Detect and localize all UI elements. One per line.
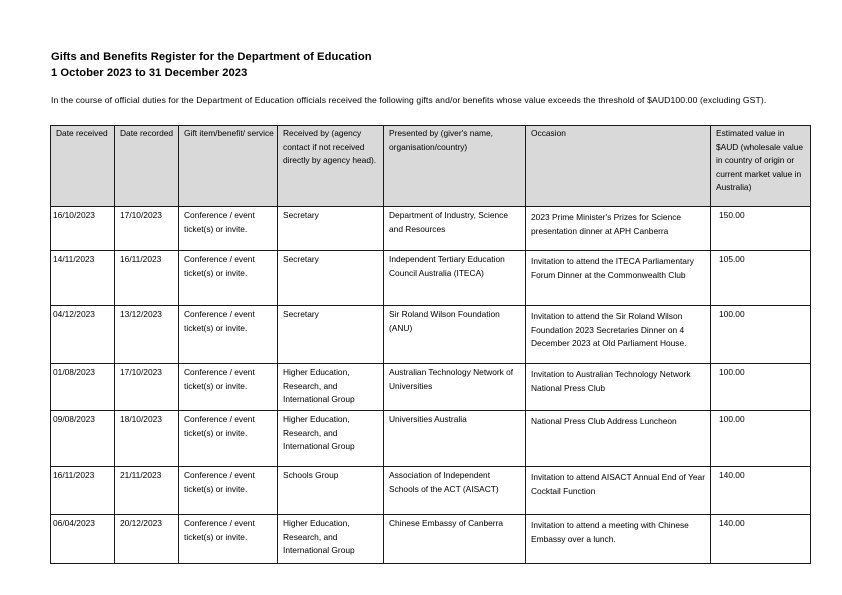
- cell-date-recorded: 17/10/2023: [115, 207, 179, 251]
- cell-received-by: Secretary: [278, 306, 384, 364]
- cell-value: 100.00: [711, 306, 811, 364]
- cell-value: 150.00: [711, 207, 811, 251]
- document-title: [51, 49, 372, 81]
- table-row: [51, 515, 811, 564]
- cell-gift: Conference / event ticket(s) or invite.: [179, 364, 278, 411]
- cell-presented-by: Australian Technology Network of Universities: [384, 364, 526, 411]
- header-gift-item: Gift item/benefit/ service: [179, 126, 278, 207]
- cell-date-received: 16/11/2023: [51, 467, 115, 515]
- cell-presented-by: Association of Independent Schools of the ACT (AISACT): [384, 467, 526, 515]
- cell-presented-by: Sir Roland Wilson Foundation (ANU): [384, 306, 526, 364]
- cell-gift: Conference / event ticket(s) or invite.: [179, 251, 278, 306]
- cell-date-received: 01/08/2023: [51, 364, 115, 411]
- cell-occasion: 2023 Prime Minister's Prizes for Science presentation dinner at APH Canberra: [526, 207, 711, 251]
- table-header-row: [51, 126, 811, 207]
- cell-presented-by: Universities Australia: [384, 411, 526, 467]
- cell-presented-by: Department of Industry, Science and Resources: [384, 207, 526, 251]
- header-date-recorded: Date recorded: [115, 126, 179, 207]
- cell-presented-by: Chinese Embassy of Canberra: [384, 515, 526, 564]
- cell-gift: Conference / event ticket(s) or invite.: [179, 207, 278, 251]
- cell-value: 105.00: [711, 251, 811, 306]
- header-received-by: Received by (agency contact if not received directly by agency head).: [278, 126, 384, 207]
- cell-occasion: Invitation to attend the Sir Roland Wilson Foundation 2023 Secretaries Dinner on 4 December 2023 at Old Parliament House.: [526, 306, 711, 364]
- cell-occasion: Invitation to attend a meeting with Chinese Embassy over a lunch.: [526, 515, 711, 564]
- cell-date-recorded: 13/12/2023: [115, 306, 179, 364]
- table-row: [51, 411, 811, 467]
- cell-occasion: Invitation to Australian Technology Network National Press Club: [526, 364, 711, 411]
- header-estimated-value: Estimated value in $AUD (wholesale value in country of origin or current market value in Australia): [711, 126, 811, 207]
- cell-received-by: Higher Education, Research, and International Group: [278, 411, 384, 467]
- table-row: [51, 251, 811, 306]
- cell-received-by: Schools Group: [278, 467, 384, 515]
- cell-value: 100.00: [711, 364, 811, 411]
- cell-received-by: Secretary: [278, 251, 384, 306]
- cell-date-recorded: 18/10/2023: [115, 411, 179, 467]
- cell-date-received: 16/10/2023: [51, 207, 115, 251]
- cell-value: 140.00: [711, 467, 811, 515]
- cell-received-by: Higher Education, Research, and International Group: [278, 364, 384, 411]
- title-line-register: Gifts and Benefits Register for the Department of Education: [51, 51, 372, 63]
- cell-gift: Conference / event ticket(s) or invite.: [179, 515, 278, 564]
- cell-date-recorded: 16/11/2023: [115, 251, 179, 306]
- cell-presented-by: Independent Tertiary Education Council Australia (ITECA): [384, 251, 526, 306]
- cell-received-by: Secretary: [278, 207, 384, 251]
- header-occasion: Occasion: [526, 126, 711, 207]
- cell-occasion: Invitation to attend the ITECA Parliamentary Forum Dinner at the Commonwealth Club: [526, 251, 711, 306]
- table-row: [51, 364, 811, 411]
- cell-value: 140.00: [711, 515, 811, 564]
- gifts-register-table: [50, 125, 811, 564]
- cell-occasion: Invitation to attend AISACT Annual End of Year Cocktail Function: [526, 467, 711, 515]
- cell-gift: Conference / event ticket(s) or invite.: [179, 467, 278, 515]
- cell-date-received: 06/04/2023: [51, 515, 115, 564]
- cell-date-recorded: 20/12/2023: [115, 515, 179, 564]
- cell-date-received: 14/11/2023: [51, 251, 115, 306]
- cell-gift: Conference / event ticket(s) or invite.: [179, 306, 278, 364]
- cell-date-recorded: 21/11/2023: [115, 467, 179, 515]
- cell-date-recorded: 17/10/2023: [115, 364, 179, 411]
- cell-occasion: National Press Club Address Luncheon: [526, 411, 711, 467]
- cell-received-by: Higher Education, Research, and International Group: [278, 515, 384, 564]
- table-row: [51, 306, 811, 364]
- header-presented-by: Presented by (giver's name, organisation/country): [384, 126, 526, 207]
- title-line-period: 1 October 2023 to 31 December 2023: [51, 67, 248, 79]
- intro-paragraph: In the course of official duties for the Department of Education officials received the following gifts and/or benefits whose value exceeds the threshold of $AUD100.00 (excluding GST).: [51, 95, 767, 105]
- table-row: [51, 207, 811, 251]
- table-row: [51, 467, 811, 515]
- cell-date-received: 09/08/2023: [51, 411, 115, 467]
- cell-gift: Conference / event ticket(s) or invite.: [179, 411, 278, 467]
- cell-date-received: 04/12/2023: [51, 306, 115, 364]
- header-date-received: Date received: [51, 126, 115, 207]
- cell-value: 100.00: [711, 411, 811, 467]
